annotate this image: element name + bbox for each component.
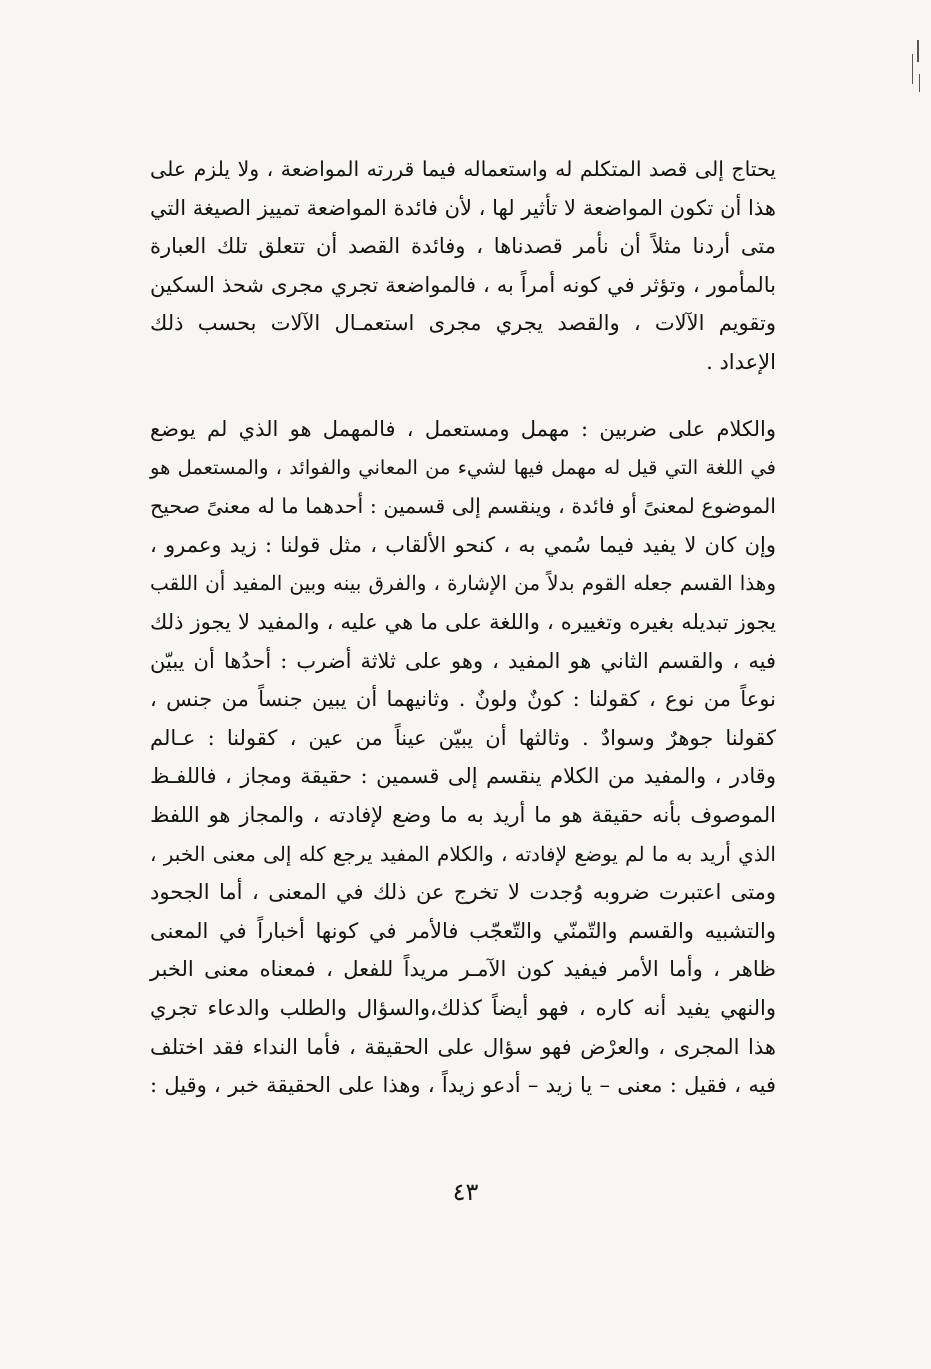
text-line: الموصوف بأنه حقيقة هو ما أريد به ما وضع لإفادته ، والمجاز هو اللفظ xyxy=(150,802,776,827)
text-line: يحتاج إلى قصد المتكلم له واستعماله فيما قررته المواضعة ، ولا يلزم على xyxy=(150,157,776,181)
text-line: والكلام على ضربين : مهمل ومستعمل ، فالمهمل هو الذي لم يوضع xyxy=(150,417,776,441)
page-number: ٤٣ xyxy=(452,1178,479,1206)
paragraph-1 xyxy=(150,150,776,382)
text-line: ظاهر ، وأما الأمر فيفيد كون الآمـر مريداً للفعل ، فمعناه معنى الخبر xyxy=(150,957,776,982)
text-line: فيه ، فقيل : معنى – يا زيد – أدعو زيداً ، وهذا على الحقيقة خبر ، وقيل : xyxy=(150,1073,776,1098)
text-line: هذا أن تكون المواضعة لا تأثير لها ، لأن فائدة المواضعة تمييز الصيغة التي xyxy=(150,195,776,220)
text-line: وقادر ، والمفيد من الكلام ينقسم إلى قسمين : حقيقة ومجاز ، فاللفـظ xyxy=(150,764,776,789)
text-line: الذي أريد به ما لم يوضع لإفادته ، والكلام المفيد يرجع كله إلى معنى الخبر ، xyxy=(150,841,776,866)
text-line: هذا المجرى ، والعرْض فهو سؤال على الحقيقة ، فأما النداء فقد اختلف xyxy=(150,1034,776,1059)
text-line: وإن كان لا يفيد فيما سُمي به ، كنحو الألقاب ، مثل قولنا : زيد وعمرو ، xyxy=(150,532,776,557)
text-line: الموضوع لمعنىً أو فائدة ، وينقسم إلى قسمين : أحدهما ما له معنىً صحيح xyxy=(150,494,776,519)
text-line: والتشبيه والقسم والتّمنّي والتّعجّب فالأمر في كونها أخباراً في المعنى xyxy=(150,918,776,943)
text-line: نوعاً من نوع ، كقولنا : كونٌ ولونٌ . وثانيهما أن يبين جنساً من جنس ، xyxy=(150,687,776,712)
text-line: في اللغة التي قيل له مهمل فيها لشيء من المعاني والفوائد ، والمستعمل هو xyxy=(150,455,776,479)
text-line: ومتى اعتبرت ضروبه وُجدت لا تخرج عن ذلك في المعنى ، أما الجحود xyxy=(150,880,776,905)
text-line: الإعداد . xyxy=(706,349,776,374)
text-line: متى أردنا مثلاً أن نأمر قصدناها ، وفائدة القصد أن تتعلق تلك العبارة xyxy=(150,234,776,259)
text-line: والنهي يفيد أنه كاره ، فهو أيضاً كذلك،والسؤال والطلب والدعاء تجري xyxy=(150,995,776,1020)
text-line: كقولنا جوهرٌ وسوادٌ . وثالثها أن يبيّن عيناً من عين ، كقولنا : عـالم xyxy=(150,725,776,750)
text-line: وتقويم الآلات ، والقصد يجري مجرى استعمـال الآلات بحسب ذلك xyxy=(150,311,776,336)
margin-scan-mark xyxy=(907,40,921,100)
paragraph-2 xyxy=(150,410,776,1105)
text-line: فيه ، والقسم الثاني هو المفيد ، وهو على ثلاثة أضرب : أحدُها أن يبيّن xyxy=(150,648,776,673)
text-line: بالمأمور ، وتؤثر في كونه أمراً به ، فالمواضعة تجري مجرى شحذ السكين xyxy=(150,272,776,297)
text-line: يجوز تبديله بغيره وتغييره ، واللغة على ما هي عليه ، والمفيد لا يجوز ذلك xyxy=(150,609,776,634)
text-line: وهذا القسم جعله القوم بدلاً من الإشارة ، والفرق بينه وبين المفيد أن اللقب xyxy=(150,571,776,596)
